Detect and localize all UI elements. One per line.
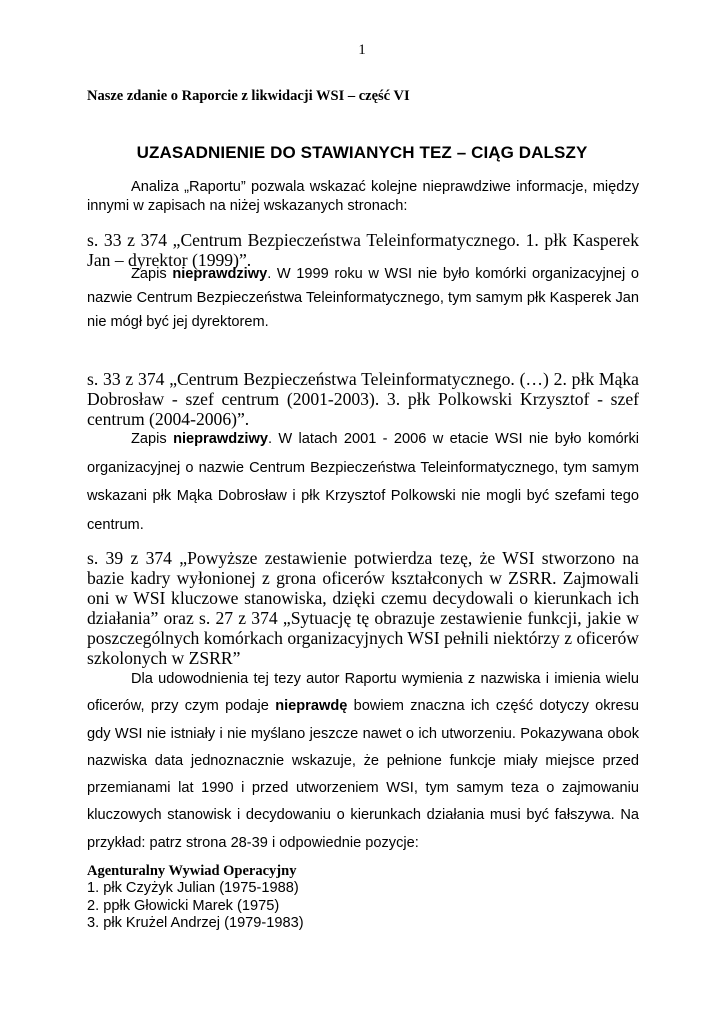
answer-3-post: bowiem znaczna ich część dotyczy okresu gdy WSI nie istniały i nie myślano jeszcze nawet o ich utworzeniu. Pokazywana obok nazwiska data jednoznacznie wskazuje, że pełnione funkcje miały miejsce przed przemianami lat 1990 i przed utworzeniem WSI, tym samym teza o zajmowaniu kluczowych stanowisk i decydowaniu o kierunkach działania musi być fałszywa. Na przykład: patrz strona 28-39 i odpowiednie pozycje: bbox=[87, 698, 639, 851]
answer-3-pre: Dla udowodnienia tej tezy autor Raportu wymienia z nazwiska i imienia wielu oficerów, przy czym podaje bbox=[87, 671, 639, 715]
section-heading: UZASADNIENIE DO STAWIANYCH TEZ – CIĄG DALSZY bbox=[136, 143, 588, 162]
answer-3-bold: nieprawdę bbox=[275, 698, 348, 715]
answer-3 bbox=[87, 666, 639, 857]
page-number: 1 bbox=[358, 42, 366, 58]
answer-1-post: . W 1999 roku w WSI nie było komórki organizacyjnej o nazwie Centrum Bezpieczeństwa Teleinformatycznego, tym samym płk Kasperek Jan nie mógł być jej dyrektorem. bbox=[87, 266, 639, 330]
quote-1: s. 33 z 374 „Centrum Bezpieczeństwa Teleinformatycznego. 1. płk Kasperek Jan – dyrektor (1999)”. bbox=[87, 230, 639, 270]
answer-1 bbox=[87, 262, 639, 334]
answer-2-bold: nieprawdziwy bbox=[173, 431, 268, 447]
list-item: 2. ppłk Głowicki Marek (1975) bbox=[87, 897, 280, 914]
list-item: 3. płk Krużel Andrzej (1979-1983) bbox=[87, 915, 304, 931]
agentura-list bbox=[87, 880, 639, 933]
agentura-title: Agenturalny Wywiad Operacyjny bbox=[87, 863, 297, 879]
intro-paragraph: Analiza „Raportu” pozwala wskazać kolejne nieprawdziwe informacje, między innymi w zapisach na niżej wskazanych stronach: bbox=[87, 179, 639, 214]
answer-1-pre: Zapis bbox=[131, 266, 173, 282]
answer-2-pre: Zapis bbox=[131, 431, 174, 447]
answer-2-post: . W latach 2001 - 2006 w etacie WSI nie było komórki organizacyjnej o nazwie Centrum Bezpieczeństwa Teleinformatycznego, tym samym wskazani płk Mąka Dobrosław i płk Krzysztof Polkowski nie mogli być szefami tego centrum. bbox=[87, 431, 639, 533]
document-subtitle: Nasze zdanie o Raporcie z likwidacji WSI – część VI bbox=[87, 88, 410, 104]
quote-3: s. 39 z 374 „Powyższe zestawienie potwierdza tezę, że WSI stworzono na bazie kadry wyłonionej z grona oficerów kształconych w ZSRR. Zajmowali oni w WSI kluczowe stanowiska, dzięki czemu decydowali o kierunkach ich działania” oraz s. 27 z 374 „Sytuację tę obrazuje zestawienie funkcji, jakie w poszczególnych komórkach organizacyjnych WSI pełnili niektórzy z oficerów szkolonych w ZSRR” bbox=[87, 548, 639, 668]
answer-1-bold: nieprawdziwy bbox=[172, 266, 268, 282]
list-item: 1. płk Czyżyk Julian (1975-1988) bbox=[87, 880, 299, 896]
answer-2 bbox=[87, 425, 639, 539]
quote-2: s. 33 z 374 „Centrum Bezpieczeństwa Teleinformatycznego. (…) 2. płk Mąka Dobrosław - szef centrum (2001-2003). 3. płk Polkowski Krzysztof - szef centrum (2004-2006)”. bbox=[87, 369, 639, 429]
agentura-section bbox=[87, 862, 639, 933]
